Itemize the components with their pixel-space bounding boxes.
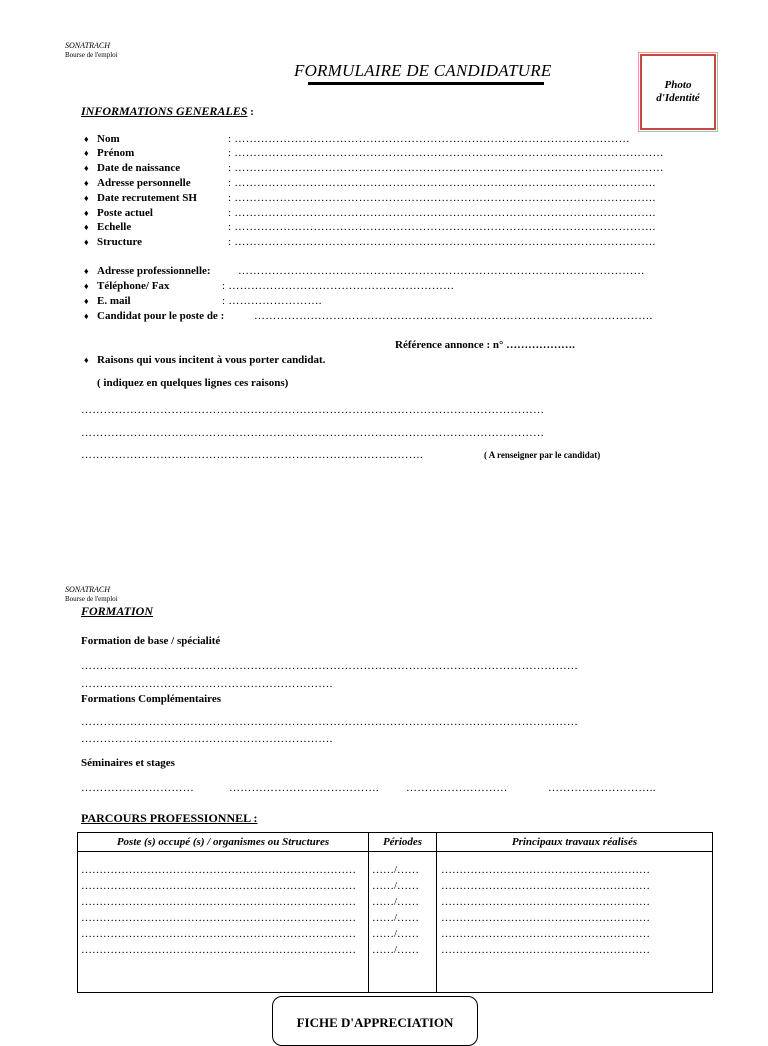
travaux-line[interactable]: ………………………………………………… bbox=[441, 944, 650, 956]
periode-line[interactable]: ……/…… bbox=[372, 912, 420, 924]
field-adresse-perso[interactable]: : …………………………………………………………………………………………………. bbox=[228, 177, 656, 189]
bullet-icon: ♦ bbox=[84, 134, 89, 144]
periode-line[interactable]: ……/…… bbox=[372, 896, 420, 908]
bullet-icon: ♦ bbox=[84, 163, 89, 173]
bullet-icon: ♦ bbox=[84, 222, 89, 232]
field-label: Prénom bbox=[97, 147, 135, 159]
poste-line[interactable]: ………………………………………………………………… bbox=[81, 944, 356, 956]
seminaires-field[interactable]: ………………………… bbox=[81, 782, 194, 794]
formation-comp-line[interactable]: …………………………………………………………………………………………………………………… bbox=[81, 716, 579, 728]
title-underline bbox=[308, 82, 544, 85]
dept-name-2: Bourse de l'emploi bbox=[65, 595, 118, 603]
periode-line[interactable]: ……/…… bbox=[372, 880, 420, 892]
column-header: Périodes bbox=[369, 833, 437, 852]
poste-line[interactable]: ………………………………………………………………… bbox=[81, 928, 356, 940]
travaux-line[interactable]: ………………………………………………… bbox=[441, 912, 650, 924]
bullet-icon: ♦ bbox=[84, 148, 89, 158]
bullet-icon: ♦ bbox=[84, 266, 89, 276]
table-row bbox=[78, 852, 713, 993]
field-label: Nom bbox=[97, 133, 120, 145]
poste-cell[interactable] bbox=[78, 852, 369, 993]
field-label: Téléphone/ Fax bbox=[97, 280, 170, 292]
periode-line[interactable]: ……/…… bbox=[372, 944, 420, 956]
bullet-icon: ♦ bbox=[84, 281, 89, 291]
raisons-label: Raisons qui vous incitent à vous porter candidat. bbox=[97, 354, 326, 366]
parcours-heading: PARCOURS PROFESSIONNEL : bbox=[81, 811, 258, 825]
photo-label-2: d'Identité bbox=[656, 92, 700, 104]
seminaires-label: Séminaires et stages bbox=[81, 757, 175, 769]
travaux-line[interactable]: ………………………………………………… bbox=[441, 880, 650, 892]
bullet-icon: ♦ bbox=[84, 208, 89, 218]
seminaires-field[interactable]: ……………………… bbox=[406, 782, 508, 794]
field-label: Echelle bbox=[97, 221, 132, 233]
field-poste-actuel[interactable]: : …………………………………………………………………………………………………. bbox=[228, 207, 656, 219]
field-structure[interactable]: : …………………………………………………………………………………………………. bbox=[228, 236, 656, 248]
field-nom[interactable]: : …………………………………………………………………………………………… bbox=[228, 133, 630, 145]
poste-line[interactable]: ………………………………………………………………… bbox=[81, 864, 356, 876]
bullet-icon: ♦ bbox=[84, 355, 89, 365]
field-label: Poste actuel bbox=[97, 207, 153, 219]
reference-annonce[interactable]: Référence annonce : n° ………………. bbox=[395, 339, 575, 351]
formation-base-label: Formation de base / spécialité bbox=[81, 635, 221, 647]
column-header: Poste (s) occupé (s) / organismes ou Structures bbox=[78, 833, 369, 852]
formation-comp-line[interactable]: …………………………………………………………. bbox=[81, 733, 333, 745]
seminaires-field[interactable]: ……………………….. bbox=[548, 782, 656, 794]
dept-name: Bourse de l'emploi bbox=[65, 51, 118, 59]
formation-heading: FORMATION bbox=[81, 604, 154, 618]
bullet-icon: ♦ bbox=[84, 311, 89, 321]
bullet-icon: ♦ bbox=[84, 296, 89, 306]
field-prenom[interactable]: : …………………………………………………………………………………………………… bbox=[228, 147, 664, 159]
column-header: Principaux travaux réalisés bbox=[437, 833, 713, 852]
parcours-table bbox=[77, 832, 713, 993]
periode-cell[interactable] bbox=[369, 852, 437, 993]
field-candidat-poste[interactable]: ……………………………………………………………………………………………. bbox=[254, 310, 653, 322]
poste-line[interactable]: ………………………………………………………………… bbox=[81, 896, 356, 908]
field-date-naissance[interactable]: : …………………………………………………………………………………………………… bbox=[228, 162, 664, 174]
travaux-cell[interactable] bbox=[437, 852, 713, 993]
field-date-recrutement[interactable]: : …………………………………………………………………………………………………. bbox=[228, 192, 656, 204]
formation-comp-label: Formations Complémentaires bbox=[81, 693, 222, 705]
renseigner-note: ( A renseigner par le candidat) bbox=[484, 450, 601, 460]
field-label: Date de naissance bbox=[97, 162, 181, 174]
general-heading-row bbox=[81, 102, 254, 120]
travaux-line[interactable]: ………………………………………………… bbox=[441, 896, 650, 908]
fiche-appreciation-box bbox=[272, 996, 478, 1046]
formation-base-line[interactable]: …………………………………………………………………………………………………………………… bbox=[81, 660, 579, 672]
field-label: Candidat pour le poste de : bbox=[97, 310, 225, 322]
org-name: SONATRACH bbox=[65, 41, 111, 50]
poste-line[interactable]: ………………………………………………………………… bbox=[81, 912, 356, 924]
raisons-line[interactable]: …………………………………………………………………………………………………………… bbox=[81, 404, 545, 416]
raisons-line[interactable]: …………………………………………………………………………………………………………… bbox=[81, 427, 545, 439]
table-header-row bbox=[78, 833, 713, 852]
form-title: FORMULAIRE DE CANDIDATURE bbox=[294, 61, 552, 80]
general-heading: INFORMATIONS GENERALES bbox=[81, 104, 248, 118]
periode-line[interactable]: ……/…… bbox=[372, 864, 420, 876]
photo-label: Photo bbox=[664, 79, 692, 91]
periode-line[interactable]: ……/…… bbox=[372, 928, 420, 940]
bullet-icon: ♦ bbox=[84, 178, 89, 188]
field-echelle[interactable]: : …………………………………………………………………………………………………. bbox=[228, 221, 656, 233]
seminaires-field[interactable]: …………………………………. bbox=[229, 782, 379, 794]
travaux-line[interactable]: ………………………………………………… bbox=[441, 864, 650, 876]
formation-base-line[interactable]: …………………………………………………………. bbox=[81, 678, 333, 690]
field-email[interactable]: : ……………………. bbox=[222, 295, 322, 307]
field-label: E. mail bbox=[97, 295, 131, 307]
photo-box[interactable] bbox=[640, 54, 716, 130]
raisons-hint: ( indiquez en quelques lignes ces raisons) bbox=[97, 377, 289, 389]
fiche-title: FICHE D'APPRECIATION bbox=[296, 1015, 454, 1030]
field-label: Adresse professionnelle: bbox=[97, 265, 211, 277]
org-name-2: SONATRACH bbox=[65, 585, 111, 594]
field-label: Adresse personnelle bbox=[97, 177, 191, 189]
travaux-line[interactable]: ………………………………………………… bbox=[441, 928, 650, 940]
bullet-icon: ♦ bbox=[84, 237, 89, 247]
raisons-line[interactable]: ………………………………………………………………………………. bbox=[81, 449, 424, 461]
poste-line[interactable]: ………………………………………………………………… bbox=[81, 880, 356, 892]
field-label: Structure bbox=[97, 236, 143, 248]
field-label: Date recrutement SH bbox=[97, 192, 197, 204]
general-heading-colon: : bbox=[247, 106, 254, 118]
field-telephone[interactable]: : …………………………………………………… bbox=[222, 280, 455, 292]
bullet-icon: ♦ bbox=[84, 193, 89, 203]
field-adresse-pro[interactable]: ……………………………………………………………………………………………… bbox=[238, 265, 645, 277]
